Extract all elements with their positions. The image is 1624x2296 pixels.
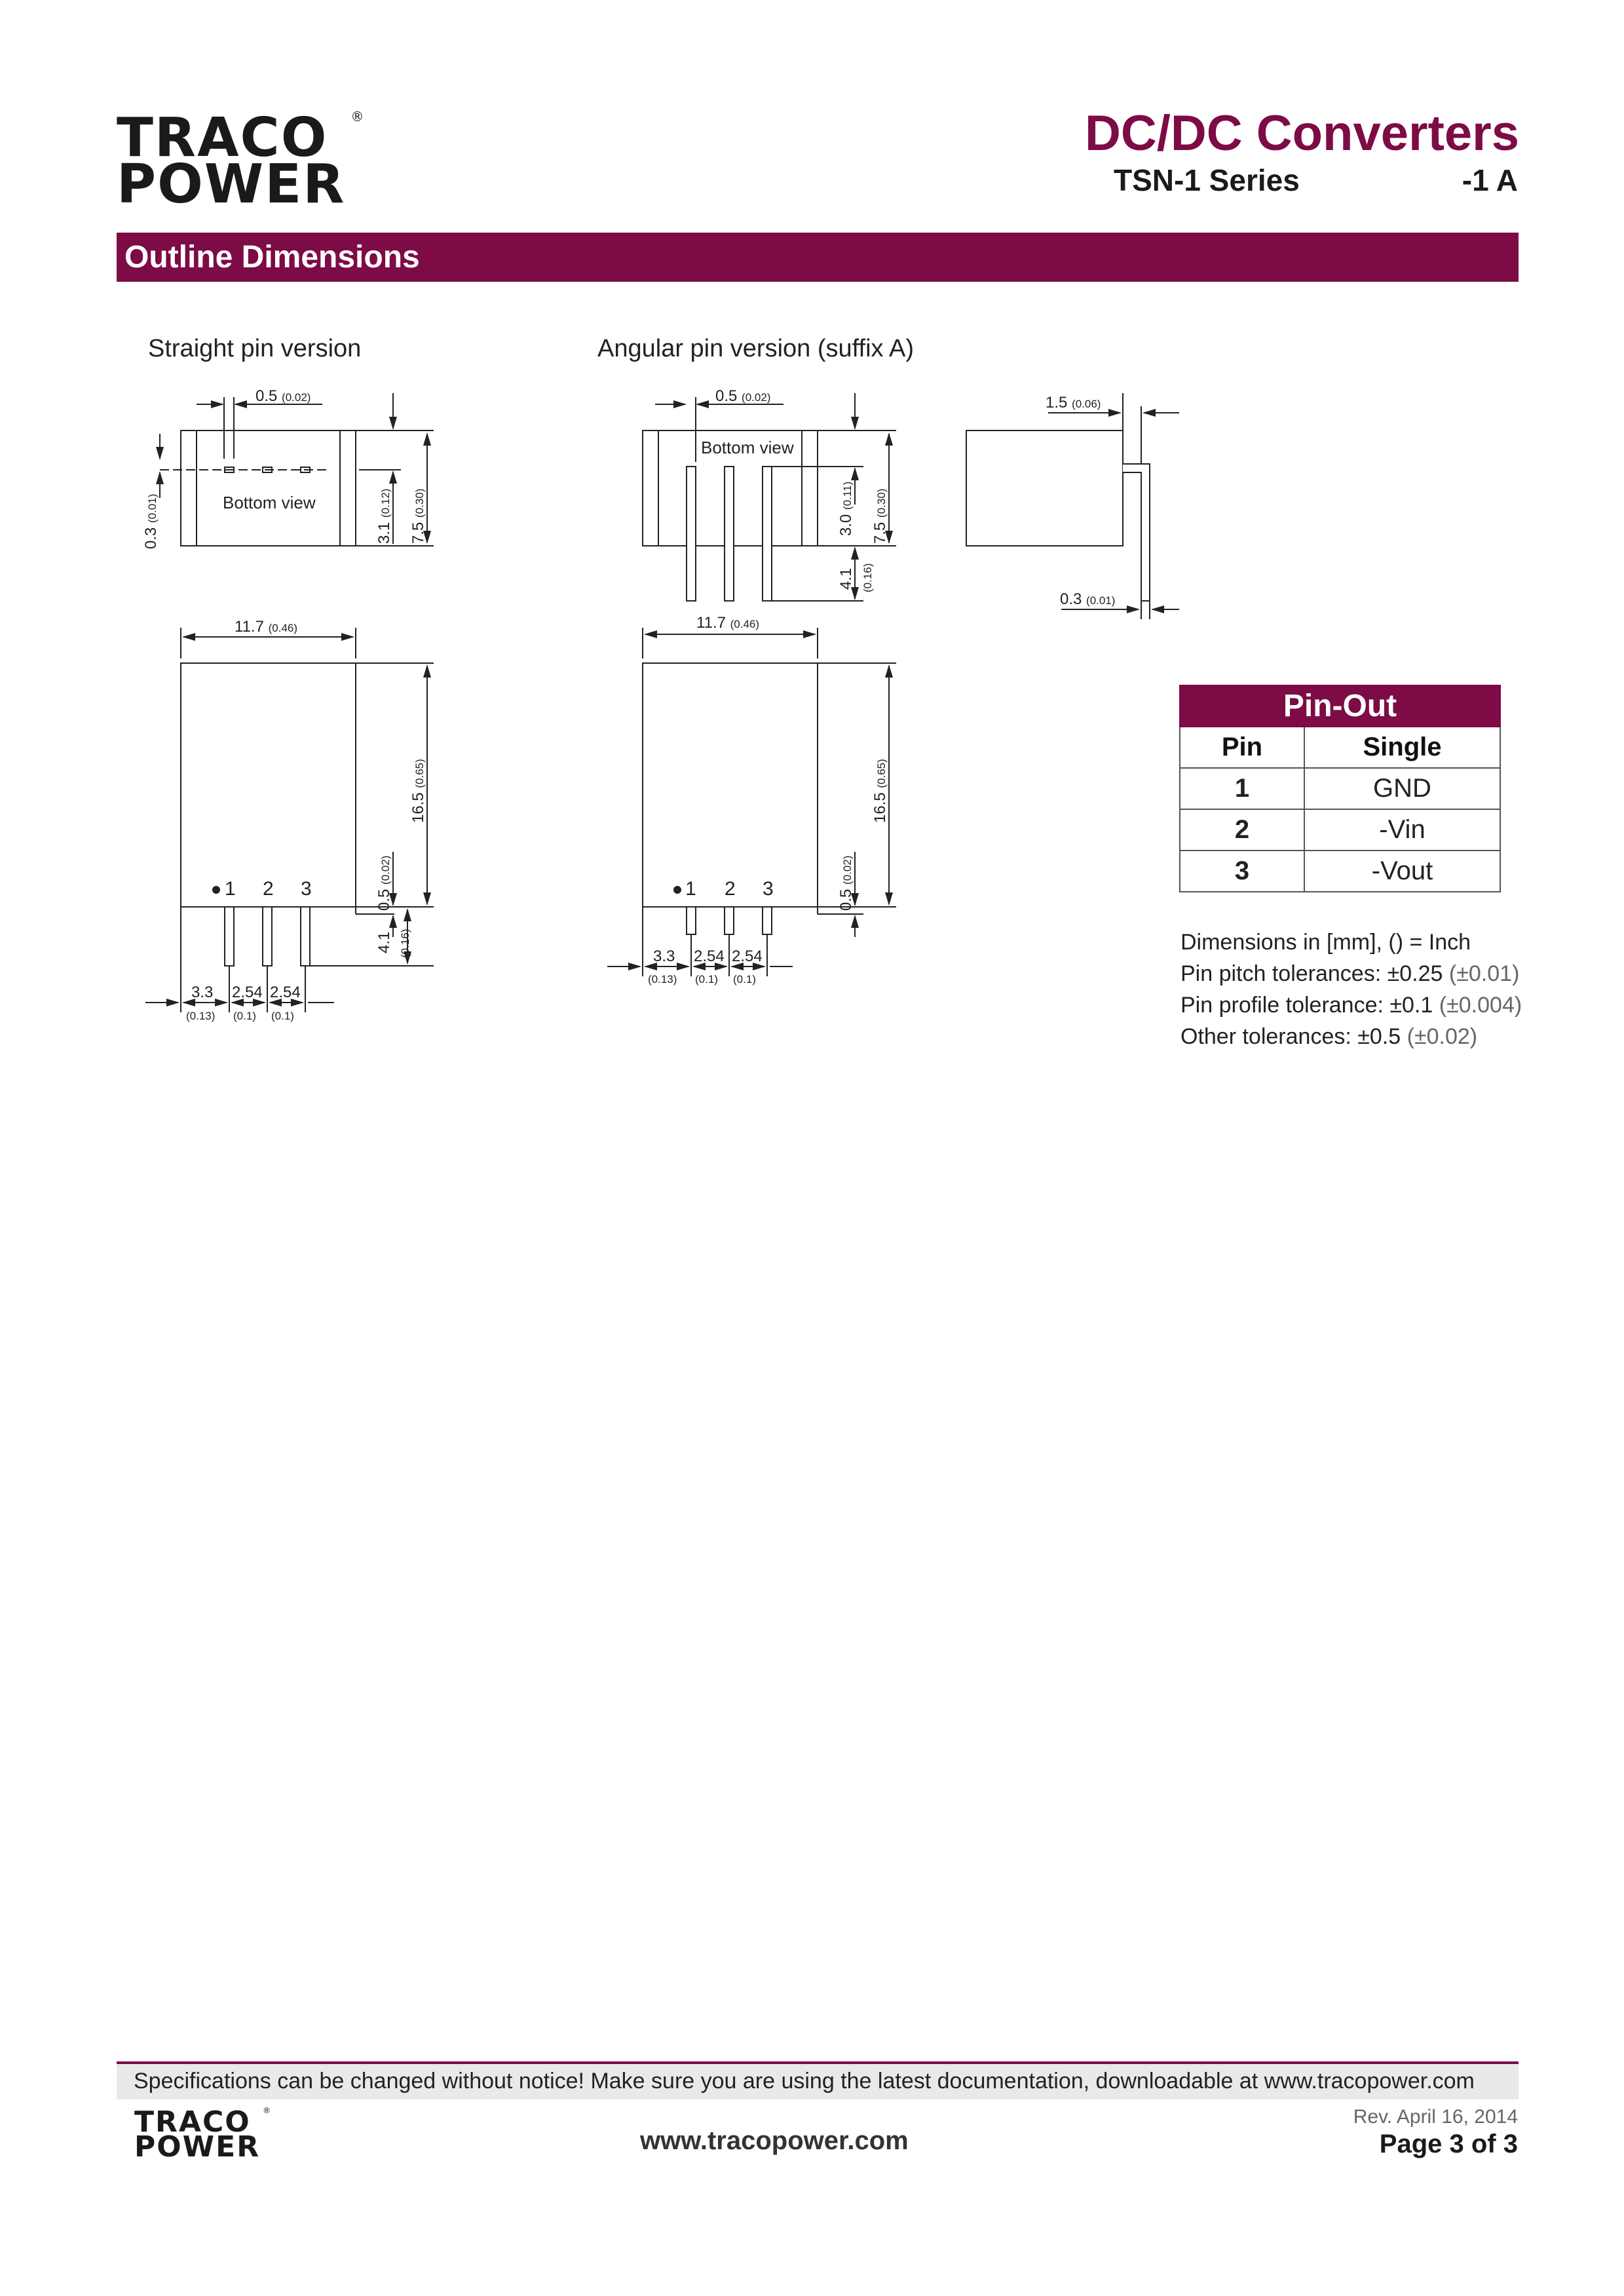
angular-pitch-first: 3.3 (653, 947, 675, 965)
straight-depth-dim: 7.5 (0.30) (409, 488, 427, 544)
note-line (1180, 958, 1522, 989)
straight-bottom-view-body (181, 430, 356, 546)
angular-front-pin-2 (725, 907, 734, 934)
angular-version-label: Angular pin version (suffix A) (597, 335, 914, 362)
straight-pitch-first: 3.3 (191, 984, 214, 1001)
note-tolerance: (±0.004) (1439, 993, 1522, 1018)
note-text: Pin pitch tolerances: ±0.25 (1180, 961, 1443, 986)
page-number: Page 3 of 3 (1379, 2130, 1518, 2158)
pin-function: GND (1304, 768, 1500, 809)
straight-front-pin-3 (301, 907, 310, 966)
pinout-title: Pin-Out (1180, 685, 1500, 727)
angular-bottom-pin-2 (725, 467, 734, 601)
angular-height-dim: 16.5 (0.65) (871, 759, 889, 823)
angular-side-view-body (966, 430, 1123, 546)
straight-front-pin-2 (263, 907, 272, 966)
section-title: Outline Dimensions (124, 240, 420, 275)
straight-pitch-first-in: (0.13) (186, 1010, 216, 1022)
straight-pin-1-number: 1 (225, 878, 236, 900)
registered-mark: ® (263, 2106, 271, 2115)
straight-front-pin-1 (225, 907, 234, 966)
angular-front-pin-1 (687, 907, 696, 934)
angular-pitch-2-in: (0.1) (695, 973, 718, 985)
note-tolerance: (±0.01) (1448, 961, 1520, 986)
registered-mark: ® (350, 109, 364, 124)
straight-version-label: Straight pin version (148, 335, 362, 362)
pin-function: -Vin (1304, 809, 1500, 851)
angular-pin-depth-dim: 3.0 (0.11) (837, 481, 855, 536)
straight-pitch-2-in: (0.1) (233, 1010, 256, 1022)
angular-pin-1-number: 1 (685, 878, 696, 900)
footer-notice-bar (117, 2064, 1519, 2099)
straight-edge-dim: 0.3 (0.01) (142, 493, 160, 549)
note-text: Pin profile tolerance: ±0.1 (1180, 993, 1433, 1018)
footer-logo (134, 2105, 271, 2164)
straight-pin-offset-dim: 0.5 (0.02) (255, 387, 311, 405)
logo-line-1: TRACO (117, 107, 328, 169)
angular-side-pin-dim: 0.3 (0.01) (1060, 590, 1116, 608)
straight-width-dim: 11.7 (0.46) (235, 618, 298, 636)
angular-front-view-body (643, 663, 818, 907)
straight-pin-depth-dim: 3.1 (0.12) (375, 488, 393, 544)
note-line (1180, 989, 1522, 1021)
pin-number: 2 (1180, 809, 1304, 851)
angular-side-pin (1123, 464, 1150, 601)
angular-pitch-3: 2.54 (732, 947, 763, 965)
angular-pin-2-number: 2 (725, 878, 736, 900)
angular-pin-1-marker (674, 887, 681, 893)
current-rating: -1 A (1462, 163, 1518, 197)
table-row (1180, 851, 1500, 892)
document-title: DC/DC Converters (1084, 105, 1519, 161)
logo-line-2: POWER (134, 2130, 261, 2164)
angular-width-dim: 11.7 (0.46) (696, 614, 760, 632)
straight-pitch-2: 2.54 (232, 984, 263, 1001)
straight-pin-1-marker (213, 887, 219, 893)
angular-front-pin-3 (763, 907, 772, 934)
straight-standoff-dim: 0.5 (0.02) (375, 855, 393, 911)
note-text: Other tolerances: ±0.5 (1180, 1024, 1401, 1049)
angular-pin-3-number: 3 (763, 878, 774, 900)
pinout-header-pin: Pin (1180, 727, 1304, 768)
straight-pitch-3: 2.54 (270, 984, 301, 1001)
angular-pin-length-dim: 4.1 (837, 567, 855, 590)
angular-bottom-view-label: Bottom view (701, 438, 794, 457)
angular-depth-dim: 7.5 (0.30) (871, 488, 889, 544)
dimension-notes (1180, 927, 1522, 1052)
note-line (1180, 1021, 1522, 1052)
logo-line-2: POWER (117, 153, 346, 216)
pin-number: 3 (1180, 851, 1304, 892)
straight-pin-2-number: 2 (263, 878, 274, 900)
straight-bottom-view-label: Bottom view (223, 493, 316, 512)
angular-bottom-pin-3 (763, 467, 772, 601)
straight-pin-length-in: (0.16) (399, 928, 411, 958)
footer-notice: Specifications can be changed without notice! Make sure you are using the latest documentation, downloadable at www.tracopower.com (134, 2069, 1475, 2094)
straight-height-dim: 16.5 (0.65) (409, 759, 427, 823)
angular-pin-length-in: (0.16) (861, 563, 874, 592)
note-tolerance: (±0.02) (1407, 1024, 1478, 1049)
table-row (1180, 768, 1500, 809)
angular-standoff-dim: 0.5 (0.02) (837, 855, 855, 911)
pin-function: -Vout (1304, 851, 1500, 892)
straight-pin-3-number: 3 (301, 878, 312, 900)
pinout-table (1179, 685, 1501, 892)
note-line (1180, 927, 1522, 958)
straight-pin-length-dim: 4.1 (375, 931, 393, 953)
angular-bottom-pin-1 (687, 467, 696, 601)
note-text: Dimensions in [mm], () = Inch (1180, 930, 1471, 955)
pin-number: 1 (1180, 768, 1304, 809)
angular-pitch-2: 2.54 (694, 947, 725, 965)
angular-pitch-first-in: (0.13) (648, 973, 677, 985)
logo-line-1: TRACO (134, 2105, 251, 2139)
straight-front-view-body (181, 663, 356, 907)
footer-website-link[interactable]: www.tracopower.com (640, 2126, 909, 2155)
series-name: TSN-1 Series (1114, 163, 1300, 197)
angular-pin-offset-dim: 0.5 (0.02) (715, 387, 771, 405)
pinout-header-single: Single (1304, 727, 1500, 768)
revision-date: Rev. April 16, 2014 (1353, 2106, 1518, 2128)
table-row (1180, 809, 1500, 851)
straight-pitch-3-in: (0.1) (271, 1010, 294, 1022)
angular-pitch-3-in: (0.1) (733, 973, 756, 985)
angular-side-offset-dim: 1.5 (0.06) (1046, 394, 1101, 411)
